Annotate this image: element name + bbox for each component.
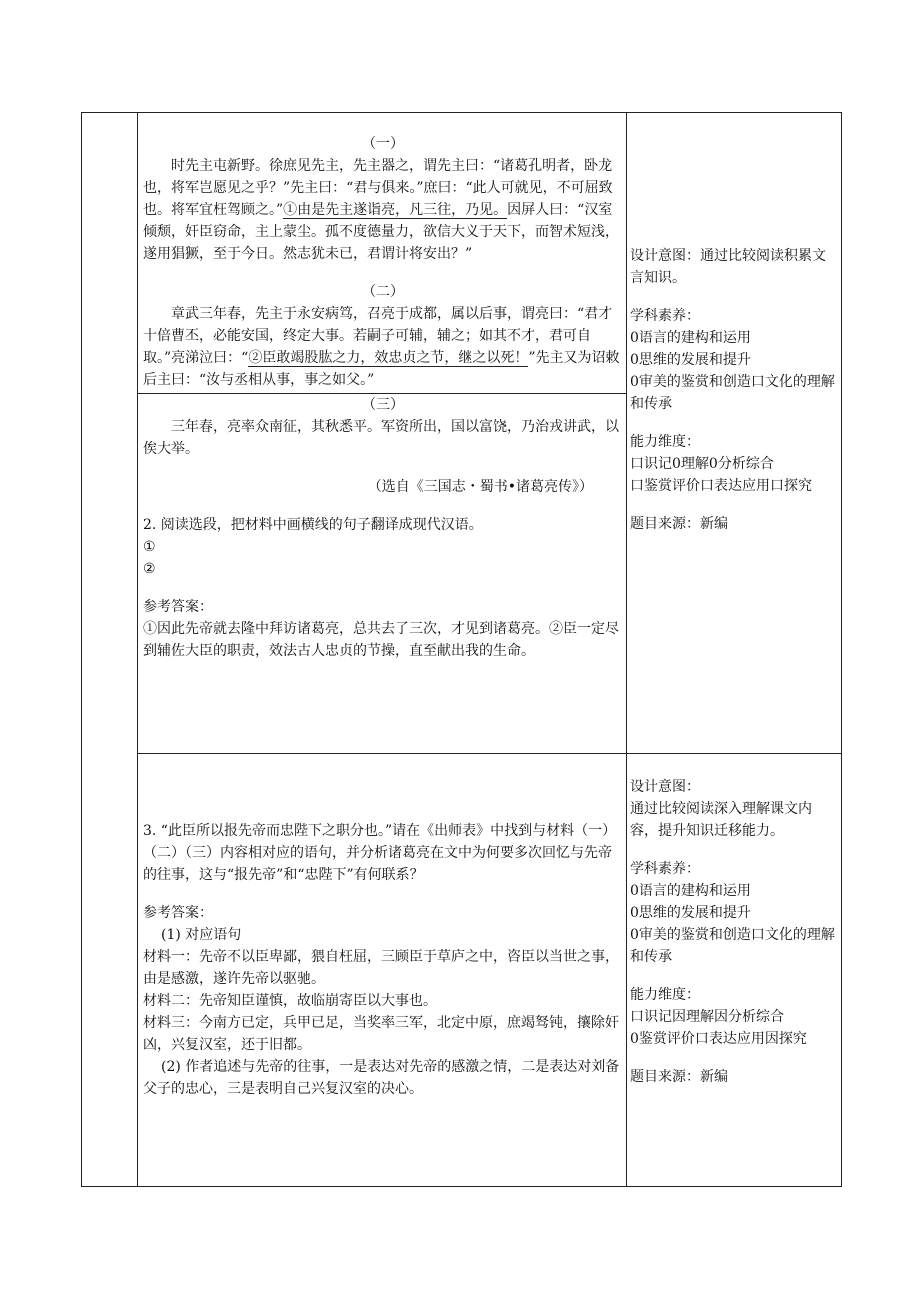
literacy-label: 学科素养： bbox=[630, 308, 700, 324]
question-2: 2. 阅读选段，把材料中画横线的句子翻译成现代汉语。 bbox=[143, 517, 483, 533]
section-1-text bbox=[143, 155, 623, 265]
section-1-text-rest: 因屏人曰：“汉室倾颓，奸臣窃命，主上蒙尘。孤不度德量力，欲信大义于天下，而智术短浅，遂用猖獗，至于今日。然志犹未已，君谓计将安出？” bbox=[143, 202, 619, 262]
underlined-sentence-2: ②臣敢竭股肱之力，效忠贞之节，继之以死！ bbox=[248, 350, 529, 366]
section-2-text-plain: 章武三年春，先主于永安病笃，召亮于成都，属以后事，谓亮曰：“君才十倍曹丕，必能安国，终定大事。若嗣子可辅，辅之；如其不才，君可自取。”亮涕泣曰：“ bbox=[143, 306, 613, 366]
worksheet-table bbox=[81, 112, 842, 1187]
question-cell-2 bbox=[138, 754, 627, 1187]
answer-label: 参考答案： bbox=[143, 599, 213, 615]
ability-label: 能力维度： bbox=[630, 434, 700, 450]
sub-answer-1-title: (1) 对应语句 bbox=[161, 927, 242, 943]
side-cell-1 bbox=[627, 113, 842, 754]
section-2-title: （二） bbox=[362, 284, 404, 300]
material-1-answer: 材料一：先帝不以臣卑鄙，猥自枉屈，三顾臣于草庐之中，咨臣以当世之事，由是感激，遂许先帝以驱驰。 bbox=[143, 949, 619, 987]
sub-answer-2: (2) 作者追述与先帝的往事，一是表达对先帝的感激之情，二是表达对刘备父子的忠心，三是表明自己兴复汉室的决心。 bbox=[143, 1059, 620, 1097]
question-3: 3. “此臣所以报先帝而忠陛下之职分也。”请在《出师表》中找到与材料（一）（二）（三）内容相对应的语句，并分析诸葛亮在文中为何要多次回忆与先帝的往事，这与“报先帝”和“忠陛下”有何联系？ bbox=[143, 823, 617, 883]
answer-blank-1: ① bbox=[143, 539, 156, 555]
literacy-item: 0语言的建构和运用 bbox=[630, 330, 751, 346]
design-intent: 设计意图：通过比较阅读积累文言知识。 bbox=[630, 248, 826, 286]
section-1-title: （一） bbox=[362, 136, 404, 152]
question-source: 题目来源：新编 bbox=[630, 1069, 728, 1085]
question-cell-1 bbox=[138, 113, 627, 754]
section-2-text bbox=[143, 303, 623, 391]
material-3-answer: 材料三：今南方已定，兵甲已足，当奖率三军，北定中原，庶竭驽钝，攘除奸凶，兴复汉室，还于旧都。 bbox=[143, 1015, 619, 1053]
underlined-sentence-1: ①由是先主遂诣亮，凡三往，乃见。 bbox=[283, 202, 508, 218]
literacy-label: 学科素养： bbox=[630, 861, 700, 877]
literacy-item: 0语言的建构和运用 bbox=[630, 883, 751, 899]
section-3-title: （三） bbox=[362, 397, 404, 413]
answer-label: 参考答案： bbox=[143, 905, 213, 921]
design-label: 设计意图： bbox=[630, 779, 700, 795]
literacy-item: 0思维的发展和提升 bbox=[630, 905, 751, 921]
side-cell-2 bbox=[627, 754, 842, 1187]
section-3-text: 三年春，亮率众南征，其秋悉平。军资所出，国以富饶，乃治戎讲武，以俟大举。 bbox=[143, 419, 619, 457]
section-2-text-rest: ”先主又为诏敕后主曰：“汝与丞相从事，事之如父。” bbox=[143, 350, 620, 388]
answer-text: ①因此先帝就去隆中拜访诸葛亮，总共去了三次，才见到诸葛亮。②臣一定尽到辅佐大臣的职责，效法古人忠贞的节操，直至献出我的生命。 bbox=[143, 621, 619, 659]
ability-label: 能力维度： bbox=[630, 987, 700, 1003]
blank-cell bbox=[82, 113, 138, 1187]
section-1-text-plain: 时先主屯新野。徐庶见先主，先主器之，谓先主曰：“诸葛孔明者，卧龙也，将军岂愿见之乎？”先主曰：“君与俱来。”庶曰：“此人可就见，不可屈致也。将军宜枉驾顾之。” bbox=[143, 158, 613, 218]
answer-blank-2: ② bbox=[143, 561, 156, 577]
literacy-item: 0审美的鉴赏和创造口文化的理解和传承 bbox=[630, 927, 835, 965]
question-source: 题目来源：新编 bbox=[630, 516, 728, 532]
ability-line: 0鉴赏评价口表达应用因探究 bbox=[630, 1031, 807, 1047]
ability-line: 口鉴赏评价口表达应用口探究 bbox=[630, 478, 812, 494]
ability-line: 口识记因理解因分析综合 bbox=[630, 1009, 784, 1025]
design-intent: 通过比较阅读深入理解课文内容，提升知识迁移能力。 bbox=[630, 801, 812, 839]
ability-line: 口识记0理解0分析综合 bbox=[630, 456, 774, 472]
literacy-item: 0审美的鉴赏和创造口文化的理解和传承 bbox=[630, 374, 835, 412]
table-row bbox=[82, 113, 842, 754]
material-2-answer: 材料二：先帝知臣谨慎，故临崩寄臣以大事也。 bbox=[143, 993, 437, 1009]
literacy-item: 0思维的发展和提升 bbox=[630, 352, 751, 368]
table-row bbox=[82, 754, 842, 1187]
source-citation: （选自《三国志・蜀书•诸葛亮传》） bbox=[367, 479, 593, 495]
